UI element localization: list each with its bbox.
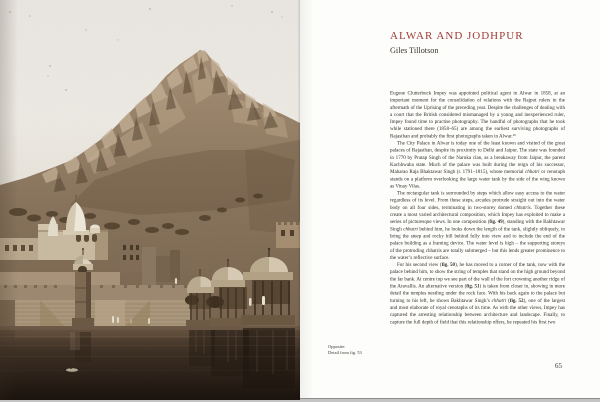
- right-page: [300, 0, 600, 398]
- gutter-shadow: [300, 0, 314, 398]
- paragraph: The rectangular tank is surrounded by steps which allow easy access to the water regardless of its level. From these steps, arcades protrude straight out into the water body on all four sides, terminating in two-storey domed chhatris. Together these create a most varied architectural composition, which Impey has exploited to make a series of picturesque views. In one composition (fig. 49), standing with the Bakhtawar Singh chhatri behind him, he looks down the length of the tank, slightly obliquely, to bring the steep and rocky hill behind fully into view and to include the end of the palace building as a framing device. The water level is high – the supporting storeys of the protruding chhatris are totally submerged – but this lends greater prominence to the water’s reflective surface.: [390, 190, 565, 261]
- photo-grain: [0, 0, 300, 400]
- body-text: [390, 90, 565, 402]
- body-text-paragraphs: [390, 90, 565, 326]
- paragraph: For his second view (fig. 50), he has moved to a corner of the tank, now with the palace behind him, to show the string of temples that stand on the high ground beyond the far bank. At centre top we see part of the wall of the fort crowning another ridge of the Aravallis. An alternative version (fig. 51) is taken from closer in, showing in more detail the temples nestling under the rock face. With his back again to the palace but turning to his left, he shows Bakhtawar Singh’s chhatri (fig. 52), one of the largest and most elaborate of royal cenotaphs of its time. As with the other views, Impey has captured the arresting relationship between architecture and landscape. Finally, to capture the full depth of field that this relationship offers, he repeated his first two: [390, 262, 566, 325]
- opposite-caption: [328, 344, 398, 367]
- caption-label: Opposite:: [328, 344, 346, 349]
- left-page: [0, 0, 300, 400]
- chapter-author: Giles Tillotson: [390, 46, 439, 55]
- page-number: 65: [555, 362, 562, 370]
- alwar-photograph: [0, 0, 300, 400]
- paragraph: The City Palace in Alwar is today one of the least known and visited of the great palaces of Rajasthan, despite its proximity to Delhi and Jaipur. The state was founded in 1770 by Pratap Singh of the Naruka clan, as a breakaway from Jaipur, the parent Kachhwaha state. Much of the palace was built during the reign of his successor, Maharao Raja Bhaktawar Singh (r. 1791–1815), whose memorial chhatri or cenotaph stands on a platform overlooking the large water tank by the side of the wing known as Vinay Vilas.: [390, 140, 565, 189]
- paragraph: Eugene Clutterbuck Impey was appointed political agent in Alwar in 1858, at an important moment for the consolidation of relations with the Rajput rulers in the aftermath of the Uprising of the preceding year. Despite the challenges of dealing with a court that the British considered mismanaged by a young and inexperienced ruler, Impey found time to practise photography. The handful of photographs that he took while stationed there (1858–65) are among the earliest surviving photographs of Rajasthan and probably the first photographs taken in Alwar.¹⁶: [390, 90, 565, 139]
- caption-text: Detail from fig. 53: [328, 349, 362, 355]
- chapter-title: ALWAR AND JODHPUR: [390, 30, 524, 42]
